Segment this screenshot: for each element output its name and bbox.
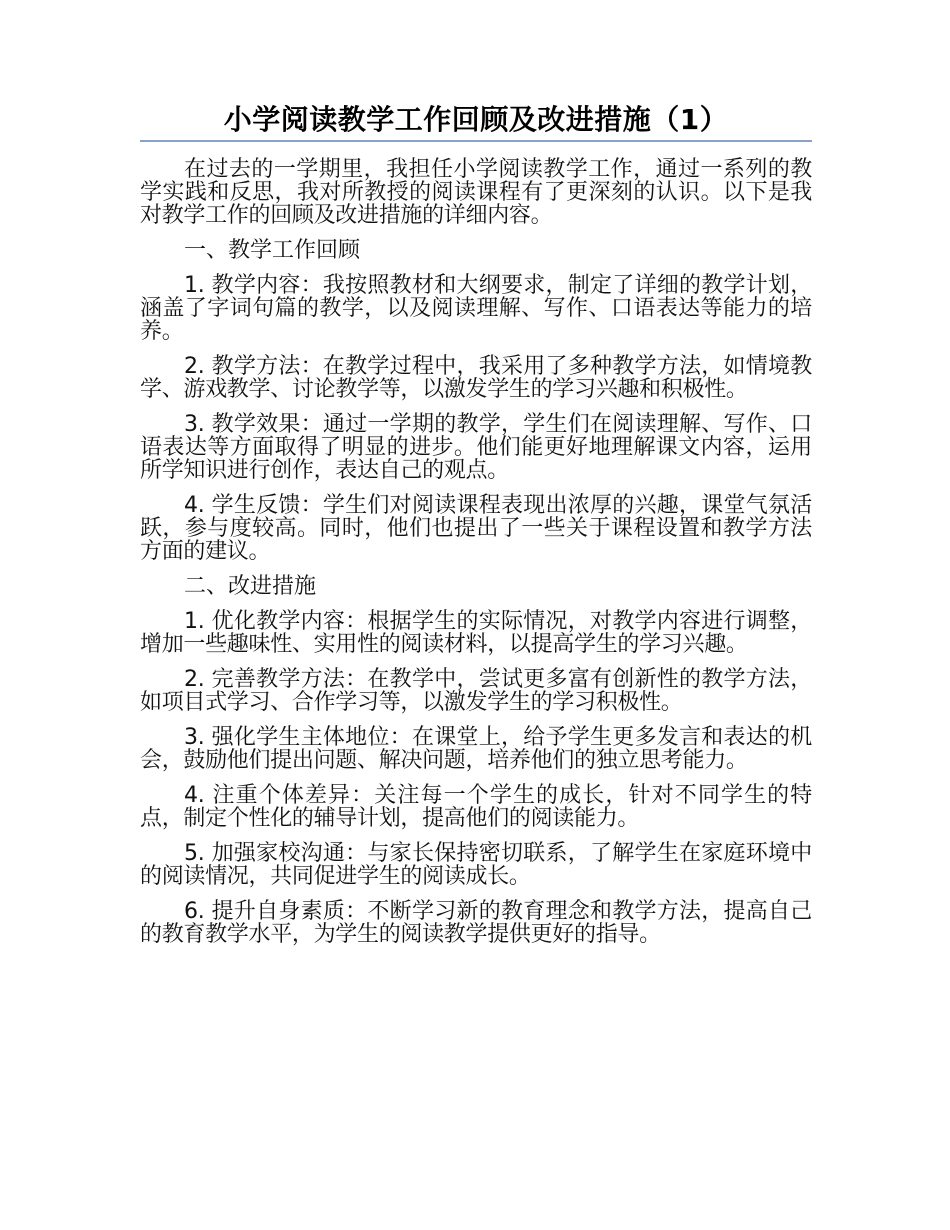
improvement-item: 5. 加强家校沟通：与家长保持密切联系，了解学生在家庭环境中的阅读情况，共同促进学生的阅读成长。 <box>140 841 812 889</box>
improvement-item: 1. 优化教学内容：根据学生的实际情况，对教学内容进行调整，增加一些趣味性、实用性的阅读材料，以提高学生的学习兴趣。 <box>140 609 812 657</box>
document-page <box>140 100 812 958</box>
intro-paragraph: 在过去的一学期里，我担任小学阅读教学工作，通过一系列的教学实践和反思，我对所教授的阅读课程有了更深刻的认识。以下是我对教学工作的回顾及改进措施的详细内容。 <box>140 157 812 228</box>
section-heading-improvements: 二、改进措施 <box>184 574 317 599</box>
section-heading-review: 一、教学工作回顾 <box>184 238 361 263</box>
review-item: 4. 学生反馈：学生们对阅读课程表现出浓厚的兴趣，课堂气氛活跃，参与度较高。同时，他们也提出了一些关于课程设置和教学方法方面的建议。 <box>140 493 812 564</box>
improvement-item: 2. 完善教学方法：在教学中，尝试更多富有创新性的教学方法，如项目式学习、合作学习等，以激发学生的学习积极性。 <box>140 667 812 715</box>
review-item: 3. 教学效果：通过一学期的教学，学生们在阅读理解、写作、口语表达等方面取得了明显的进步。他们能更好地理解课文内容，运用所学知识进行创作，表达自己的观点。 <box>140 412 812 483</box>
improvement-item: 4. 注重个体差异：关注每一个学生的成长，针对不同学生的特点，制定个性化的辅导计划，提高他们的阅读能力。 <box>140 783 812 831</box>
improvement-item: 3. 强化学生主体地位：在课堂上，给予学生更多发言和表达的机会，鼓励他们提出问题、解决问题，培养他们的独立思考能力。 <box>140 725 812 773</box>
document-title: 小学阅读教学工作回顾及改进措施（1） <box>140 100 812 142</box>
review-item: 2. 教学方法：在教学过程中，我采用了多种教学方法，如情境教学、游戏教学、讨论教学等，以激发学生的学习兴趣和积极性。 <box>140 354 812 402</box>
review-item: 1. 教学内容：我按照教材和大纲要求，制定了详细的教学计划，涵盖了字词句篇的教学，以及阅读理解、写作、口语表达等能力的培养。 <box>140 273 812 344</box>
improvement-item: 6. 提升自身素质：不断学习新的教育理念和教学方法，提高自己的教育教学水平，为学生的阅读教学提供更好的指导。 <box>140 899 812 947</box>
